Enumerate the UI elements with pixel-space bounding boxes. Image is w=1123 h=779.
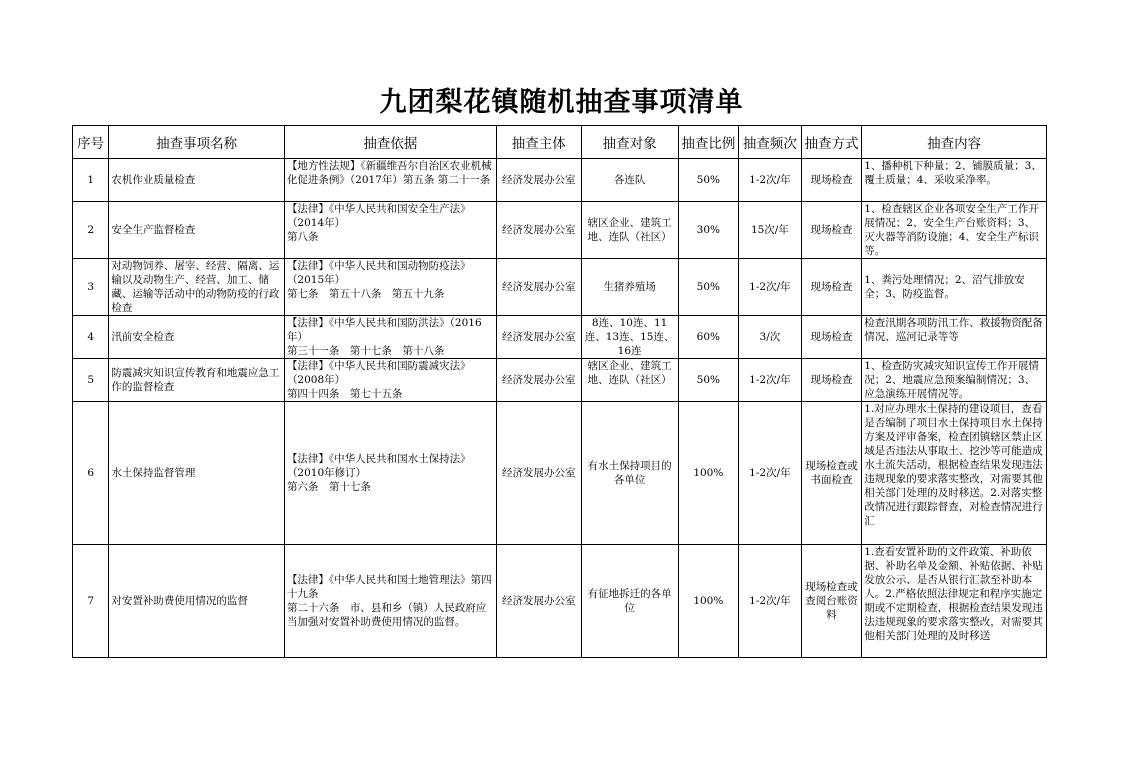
item-subject: 经济发展办公室 [496,316,581,359]
header-cell-ratio: 抽查比例 [678,126,739,159]
header-cell-method: 抽查方式 [801,126,862,159]
item-target: 辖区企业、建筑工地、连队（社区） [581,202,678,259]
item-method: 现场检查 [801,159,862,202]
item-ratio: 50% [678,359,739,402]
item-content: 1、检查辖区企业各项安全生产工作开展情况；2、安全生产台账资料；3、灭火器等消防设施；4、安全生产标识等。 [862,202,1047,259]
item-target: 各连队 [581,159,678,202]
item-name: 安全生产监督检查 [109,202,285,259]
item-name: 对安置补助费使用情况的监督 [109,545,285,658]
item-ratio: 100% [678,402,739,545]
item-target: 有征地拆迁的各单位 [581,545,678,658]
item-method: 现场检查 [801,202,862,259]
item-ratio: 100% [678,545,739,658]
item-subject: 经济发展办公室 [496,402,581,545]
item-frequency: 3/次 [739,316,802,359]
item-frequency: 1-2次/年 [739,259,802,316]
item-frequency: 1-2次/年 [739,359,802,402]
item-ratio: 30% [678,202,739,259]
item-ratio: 50% [678,159,739,202]
table-row [73,359,1047,402]
item-target: 生猪养殖场 [581,259,678,316]
item-basis: 【法律】《中华人民共和国动物防疫法》（2015年） 第七条 第五十八条 第五十九条 [284,259,496,316]
row-number: 6 [73,402,109,545]
item-content: 1、粪污处理情况；2、沼气排放安全；3、防疫监督。 [862,259,1047,316]
row-number: 3 [73,259,109,316]
item-method: 现场检查或查阅台账资料 [801,545,862,658]
item-method: 现场检查 [801,316,862,359]
item-method: 现场检查 [801,259,862,316]
table-row [73,159,1047,202]
item-target: 有水土保持项目的各单位 [581,402,678,545]
item-subject: 经济发展办公室 [496,202,581,259]
header-cell-basis: 抽查依据 [284,126,496,159]
item-content: 检查汛期各项防汛工作、救援物资配备情况、巡河记录等等 [862,316,1047,359]
item-content: 1.查看安置补助的文件政策、补助依据、补助名单及金额、补贴依据、补贴发放公示、是否从银行汇款至补助本人。2.严格依照法律规定和程序实施定期或不定期检查，根据检查结果发现违法违规现象的要求落实整改，对需要其他相关部门处理的及时移送 [862,545,1047,658]
item-basis: 【法律】《中华人民共和国防震减灾法》（2008年） 第四十四条 第七十五条 [284,359,496,402]
inspection-table [72,125,1047,658]
item-frequency: 15次/年 [739,202,802,259]
item-basis: 【法律】《中华人民共和国水土保持法》（2010年修订） 第六条 第十七条 [284,402,496,545]
item-subject: 经济发展办公室 [496,545,581,658]
item-basis: 【法律】《中华人民共和国土地管理法》第四十九条 第二十六条 市、县和乡（镇）人民政府应当加强对安置补助费使用情况的监督。 [284,545,496,658]
item-method: 现场检查 [801,359,862,402]
header-cell-frequency: 抽查频次 [739,126,802,159]
row-number: 5 [73,359,109,402]
item-content: 1、检查防灾减灾知识宣传工作开展情况；2、地震应急预案编制情况；3、应急演练开展情况等。 [862,359,1047,402]
row-number: 7 [73,545,109,658]
header-row [73,126,1047,159]
item-target: 8连、10连、11连、13连、15连、16连 [581,316,678,359]
table-row [73,259,1047,316]
item-subject: 经济发展办公室 [496,159,581,202]
header-cell-target: 抽查对象 [581,126,678,159]
item-ratio: 60% [678,316,739,359]
item-target: 辖区企业、建筑工地、连队（社区） [581,359,678,402]
item-name: 水土保持监督管理 [109,402,285,545]
row-number: 2 [73,202,109,259]
header-cell-name: 抽查事项名称 [109,126,285,159]
table-row [73,545,1047,658]
item-subject: 经济发展办公室 [496,259,581,316]
item-basis: 【法律】《中华人民共和国安全生产法》（2014年） 第八条 [284,202,496,259]
table-row [73,316,1047,359]
item-content: 1.对应办理水土保持的建设项目，查看是否编制了项目水土保持项目水土保持方案及评审备案，检查团镇辖区禁止区域是否违法从事取土、挖沙等可能造成水土流失活动，根据检查结果发现违法违规现象的要求落实整改，对需要其他相关部门处理的及时移送。2.对落实整改情况进行跟踪督查，对检查情况进行汇 [862,402,1047,545]
table-row [73,202,1047,259]
page-title: 九团梨花镇随机抽查事项清单 [379,87,744,118]
item-name: 汛前安全检查 [109,316,285,359]
header-cell-no: 序号 [73,126,109,159]
header-cell-subject: 抽查主体 [496,126,581,159]
header-cell-content: 抽查内容 [862,126,1047,159]
item-name: 防震减灾知识宣传教育和地震应急工作的监督检查 [109,359,285,402]
item-frequency: 1-2次/年 [739,402,802,545]
table-row [73,402,1047,545]
item-frequency: 1-2次/年 [739,545,802,658]
row-number: 4 [73,316,109,359]
item-subject: 经济发展办公室 [496,359,581,402]
item-ratio: 50% [678,259,739,316]
item-content: 1、播种机下种量；2、铺膜质量；3、覆土质量；4、采收采净率。 [862,159,1047,202]
item-name: 对动物饲养、屠宰、经营、隔离、运输以及动物生产、经营、加工、储藏、运输等活动中的动物防疫的行政检查 [109,259,285,316]
item-name: 农机作业质量检查 [109,159,285,202]
item-method: 现场检查或书面检查 [801,402,862,545]
item-frequency: 1-2次/年 [739,159,802,202]
row-number: 1 [73,159,109,202]
item-basis: 【法律】《中华人民共和国防洪法》（2016年） 第三十一条 第十七条 第十八条 [284,316,496,359]
item-basis: 【地方性法规】《新疆维吾尔自治区农业机械化促进条例》（2017年）第五条 第二十一条 [284,159,496,202]
